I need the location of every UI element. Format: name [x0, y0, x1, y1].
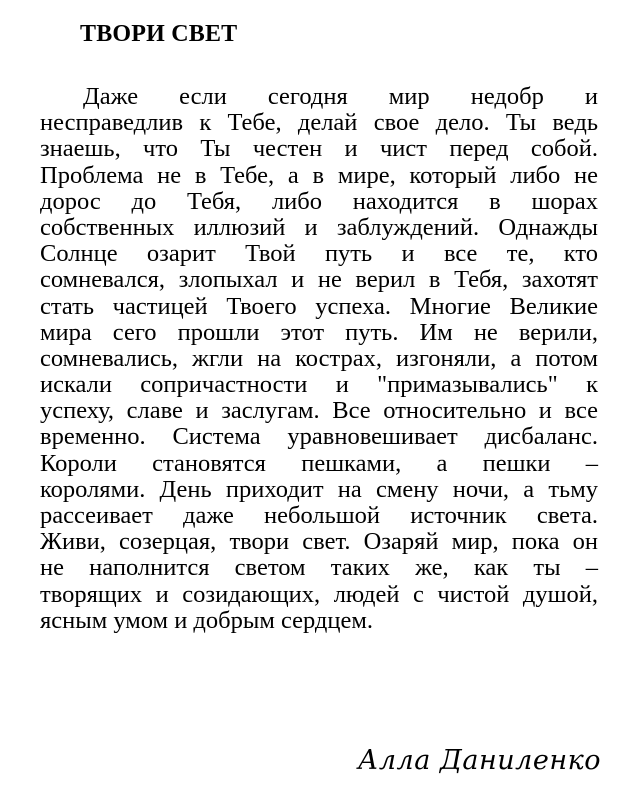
- poem-body: [40, 84, 598, 634]
- text-line: Даже если сегодня мир недобр и: [83, 83, 598, 110]
- text-line: Проблема не в Тебе, а в мире, который либо не: [40, 161, 598, 189]
- author-signature: Алла Даниленко: [357, 745, 601, 776]
- text-line: творящих и созидающих, людей с чистой душой,: [40, 580, 598, 608]
- text-line: знаешь, что Ты честен и чист перед собой.: [40, 135, 598, 163]
- text-line: Короли становятся пешками, а пешки –: [40, 449, 598, 477]
- text-line: Солнце озарит Твой путь и все те, кто: [40, 240, 598, 268]
- text-line: рассеивает даже небольшой источник света.: [40, 502, 598, 529]
- text-line: сомневались, жгли на кострах, изгоняли, а потом: [40, 344, 598, 372]
- text-line: временно. Система уравновешивает дисбаланс.: [40, 423, 598, 451]
- text-line: несправедлив к Тебе, делай свое дело. Ты ведь: [40, 109, 598, 137]
- text-line: стать частицей Твоего успеха. Многие Великие: [40, 292, 598, 320]
- text-line: собственных иллюзий и заблуждений. Однажды: [40, 213, 598, 241]
- text-line: королями. День приходит на смену ночи, а тьму: [40, 475, 598, 503]
- text-line: дорос до Тебя, либо находится в шорах: [40, 187, 598, 215]
- text-line: ясным умом и добрым сердцем.: [40, 606, 373, 634]
- text-line: Живи, созерцая, твори свет. Озаряй мир, пока он: [40, 528, 598, 556]
- text-line: мира сего прошли этот путь. Им не верили,: [40, 318, 598, 346]
- text-line: не наполнится светом таких же, как ты –: [40, 554, 598, 582]
- document-title: ТВОРИ СВЕТ: [80, 21, 238, 47]
- text-line: успеху, славе и заслугам. Все относительно и все: [40, 397, 598, 425]
- text-line: искали сопричастности и "примазывались" к: [40, 371, 598, 399]
- text-line: сомневался, злопыхал и не верил в Тебя, захотят: [40, 266, 598, 294]
